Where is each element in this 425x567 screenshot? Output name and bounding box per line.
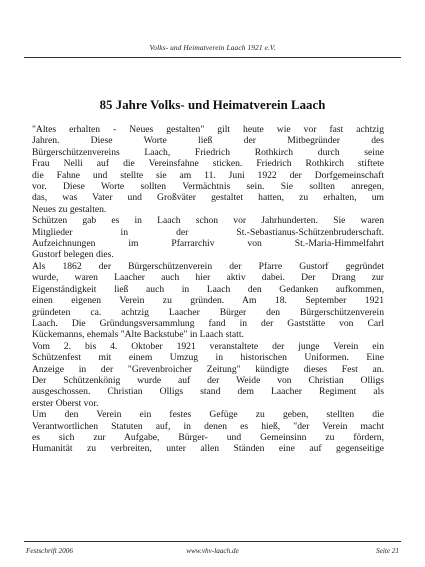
body-line: ausgeschossen. Christian Olligs stand dem Laacher Regiment als: [32, 386, 384, 398]
body-line: Eigenständigkeit ließ auch in Laach den Gedanken aufkommen,: [32, 283, 384, 295]
body-line: Frau Nelli auf die Vereinsfahne sticken. Friedrich Rothkirch stiftete: [32, 158, 384, 170]
article-body: [32, 124, 384, 455]
body-line: Jahren. Diese Worte ließ der Mitbegründer des: [32, 135, 384, 147]
body-line: die Fahne und stellte sie am 11. Juni 1922 der Dorfgemeinschaft: [32, 169, 384, 181]
body-line: das, was Vater und Großväter gestaltet hatten, zu erhalten, um: [32, 192, 384, 204]
body-line: Neues zu gestalten.: [32, 203, 107, 215]
body-line: Schützenfest mit einem Umzug in historischen Uniformen. Eine: [32, 352, 384, 364]
body-line: Kückemanns, ehemals "Alte Backstube" in Laach statt.: [32, 329, 244, 341]
body-line: "Altes erhalten - Neues gestalten" gilt heute wie vor fast achtzig: [32, 124, 384, 135]
page-number: Seite 21: [376, 547, 399, 555]
footer-website-link: www.vhv-laach.de: [186, 547, 239, 555]
body-line: Gustorf belegen dies.: [32, 249, 114, 261]
body-line: Vom 2. bis 4. Oktober 1921 veranstaltete der junge Verein ein: [32, 340, 384, 352]
body-line: Als 1862 der Bürgerschützenverein der Pfarre Gustorf gegründet: [32, 260, 384, 272]
body-line: Mitglieder in der St.-Sebastianus-Schützenbruderschaft.: [32, 226, 384, 238]
running-header: Volks- und Heimatverein Laach 1921 e.V.: [149, 43, 276, 52]
body-line: Anzeige in der "Grevenbroicher Zeitung" kündigte dieses Fest an.: [32, 363, 384, 375]
body-line: Laach. Die Gründungsversammlung fand in der Gaststätte von Carl: [32, 317, 384, 329]
body-line: erster Oberst vor.: [32, 397, 99, 409]
body-line: Der Schützenkönig wurde auf der Weide von Christian Olligs: [32, 374, 384, 386]
body-line: es sich zur Aufgabe, Bürger- und Gemeinsinn zu fördern,: [32, 431, 384, 443]
body-line: Verantwortlichen Statuten auf, in denen es hieß, "der Verein macht: [32, 420, 384, 432]
body-line: wurde, waren Laacher auch hier aktiv dabei. Der Drang zur: [32, 272, 384, 284]
article-title: 85 Jahre Volks- und Heimatverein Laach: [99, 98, 326, 112]
body-line: Schützen gab es in Laach schon vor Jahrhunderten. Sie waren: [32, 215, 384, 227]
footer-divider: [24, 541, 401, 542]
header-divider: [24, 57, 401, 58]
footer-publication: Festschrift 2006: [26, 547, 73, 555]
body-line: Aufzeichnungen im Pfarrarchiv von St.-Maria-Himmelfahrt: [32, 238, 384, 250]
body-line: Bürgerschützenvereins Laach, Friedrich Rothkirch durch seine: [32, 146, 384, 158]
body-line: gründeten ca. achtzig Laacher Bürger den Bürgerschützenverein: [32, 306, 384, 318]
body-line: vor. Diese Worte sollten Vermächtnis sein. Sie sollten anregen,: [32, 181, 384, 193]
body-line: Um den Verein ein festes Gefüge zu geben, stellten die: [32, 409, 384, 421]
body-line: Humanität zu verbreiten, unter allen Ständen eine auf gegenseitige: [32, 443, 384, 455]
body-line: einen eigenen Verein zu gründen. Am 18. September 1921: [32, 295, 384, 307]
